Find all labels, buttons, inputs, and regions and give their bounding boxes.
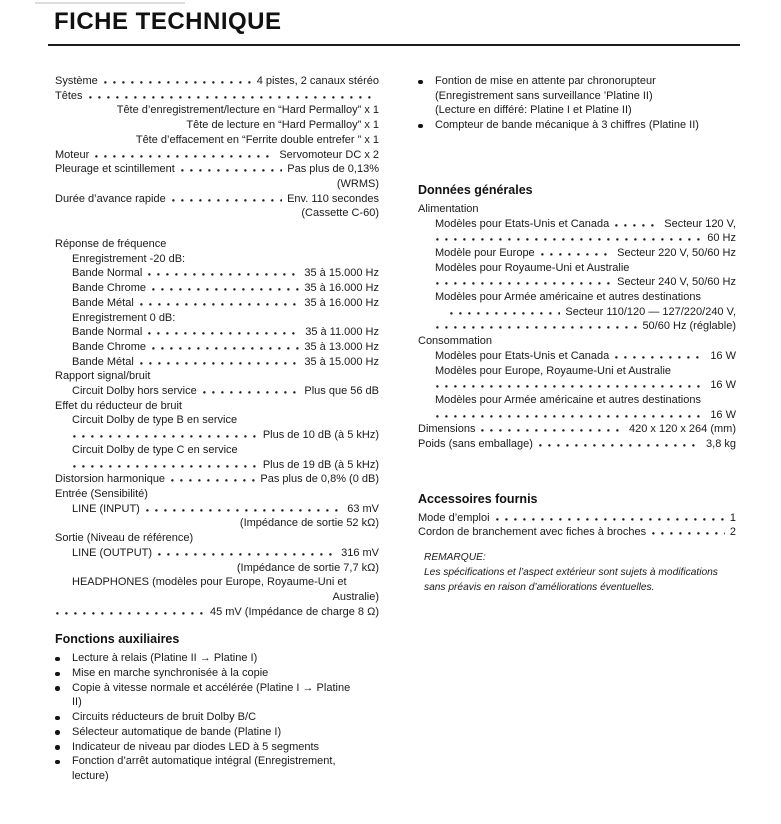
section-general — [418, 183, 736, 452]
spec-line — [55, 296, 379, 311]
spec-group-label: Enregistrement -20 dB: — [72, 252, 186, 265]
bullet-text: Mise en marche synchronisée à la copie — [72, 667, 269, 680]
bullet-icon — [55, 745, 60, 750]
dot-leader — [148, 273, 299, 276]
dot-leader — [152, 347, 299, 350]
dot-leader — [539, 444, 701, 447]
bullet-icon — [55, 760, 60, 765]
value-continuation-line: Tête d’enregistrement/lecture en “Hard Permalloy” x 1 — [116, 104, 379, 117]
spec-line — [55, 74, 379, 89]
value-continuation-line: (Impédance de sortie 7,7 kΩ) — [236, 561, 379, 574]
spec-value: 35 à 15.000 Hz — [304, 355, 379, 368]
bullet-cell — [55, 755, 72, 765]
spec-value: 16 W — [710, 349, 736, 362]
spec-line — [55, 472, 379, 487]
section-specs-main — [55, 74, 379, 221]
spec-label: Bande Métal — [72, 355, 134, 368]
spec-line — [55, 89, 379, 104]
dot-leader — [436, 385, 705, 388]
spec-line — [55, 325, 379, 340]
spec-value: 3,8 kg — [706, 438, 736, 451]
spec-group-label: Rapport signal/bruit — [55, 370, 151, 383]
dot-leader — [140, 303, 300, 306]
spec-line — [418, 511, 736, 526]
section-heading: Fonctions auxiliaires — [55, 632, 180, 647]
left-column — [55, 74, 379, 784]
bullet-text: Sélecteur automatique de bande (Platine I) — [72, 725, 282, 738]
remark-line: Les spécifications et l’aspect extérieur sont sujets à modifications — [424, 566, 718, 578]
spec-label: Modèles pour Etats-Unis et Canada — [435, 217, 610, 230]
dot-leader — [436, 282, 612, 285]
spec-value: 1 — [729, 511, 736, 524]
dot-leader — [172, 199, 282, 202]
bullet-cell — [55, 667, 72, 677]
bullet-cell — [55, 725, 72, 735]
spec-value: 35 à 13.000 Hz — [304, 340, 379, 353]
value-continuation-line: (WRMS) — [336, 177, 379, 190]
bullet-cell — [55, 711, 72, 721]
spec-value-continuation-line — [418, 231, 736, 246]
spec-line — [55, 162, 379, 177]
feature-bullet-continuation: (Enregistrement sans surveillance ’Platine II) — [435, 89, 653, 102]
value-continuation-line: Tête d’effacement en “Ferrite double entrefer ” x 1 — [135, 133, 379, 146]
spec-value: 35 à 16.000 Hz — [304, 296, 379, 309]
spec-group-label: Enregistrement 0 dB: — [72, 311, 176, 324]
spec-line — [418, 217, 736, 232]
spec-label: Système — [55, 75, 98, 87]
spec-value-continuation-line — [418, 408, 736, 423]
section-frequency — [55, 237, 379, 619]
bullet-cell — [418, 75, 435, 85]
remark-line: REMARQUE: — [424, 552, 486, 564]
bullet-text: Lecture à relais (Platine II → Platine I) — [72, 652, 258, 665]
spec-group-label: Circuit Dolby de type B en service — [72, 414, 238, 427]
scan-edge-artifact — [35, 2, 185, 4]
bullet-text: Copie à vitesse normale et accélérée (Platine I → Platine — [72, 681, 351, 694]
dot-leader — [436, 415, 705, 418]
spec-value: Secteur 240 V, 50/60 Hz — [617, 276, 736, 289]
section-accessories — [418, 492, 736, 540]
value-continuation-line: Australie) — [332, 590, 379, 603]
spec-label: Pleurage et scintillement — [55, 163, 175, 176]
bullet-icon — [55, 657, 60, 662]
dot-leader — [496, 518, 725, 521]
spec-line — [418, 246, 736, 261]
spec-group-label: HEADPHONES (modèles pour Europe, Royaume-Uni et — [72, 576, 347, 589]
dot-leader — [436, 238, 702, 241]
spec-label: Circuit Dolby hors service — [72, 385, 197, 398]
spec-value: Pas plus de 0,8% (0 dB) — [260, 473, 379, 486]
spec-label: Poids (sans emballage) — [418, 438, 533, 451]
spec-group-label: Circuit Dolby de type C en service — [72, 443, 238, 456]
spec-value: Secteur 220 V, 50/60 Hz — [617, 246, 736, 259]
spec-group-label: Modèles pour Armée américaine et autres destinations — [435, 393, 701, 406]
bullet-text: Compteur de bande mécanique à 3 chiffres (Platine II) — [435, 119, 699, 132]
bullet-text: Fontion de mise en attente par chronorupteur — [435, 75, 656, 87]
dot-leader — [56, 612, 205, 615]
spec-label: Bande Chrome — [72, 282, 146, 295]
spec-value-continuation-line — [55, 458, 379, 473]
spec-label: Bande Métal — [72, 296, 134, 309]
spec-group-label: Modèles pour Royaume-Uni et Australie — [435, 261, 630, 274]
dot-leader — [73, 435, 258, 438]
spec-value: 45 mV (Impédance de charge 8 Ω) — [209, 605, 379, 618]
spec-label: LINE (OUTPUT) — [72, 546, 153, 559]
spec-label: Cordon de branchement avec fiches à broches — [418, 526, 647, 539]
spec-value: 16 W — [710, 379, 736, 392]
spec-line — [418, 422, 736, 437]
dot-leader — [615, 224, 659, 227]
spec-line — [55, 340, 379, 355]
spec-label: Modèles pour Etats-Unis et Canada — [435, 349, 610, 362]
spec-group-label: Modèles pour Europe, Royaume-Uni et Australie — [435, 364, 672, 377]
spec-label: Bande Normal — [72, 326, 143, 339]
value-continuation-line: (Impédance de sortie 52 kΩ) — [239, 517, 379, 530]
bullet-icon — [418, 80, 423, 85]
spec-value: 2 — [729, 526, 736, 539]
dot-leader — [104, 81, 252, 84]
dot-leader — [615, 356, 705, 359]
spec-line — [55, 384, 379, 399]
spec-value: Plus de 10 dB (à 5 kHz) — [262, 429, 379, 442]
section-remark — [418, 551, 736, 595]
dot-leader — [652, 532, 725, 535]
spec-value: Servomoteur DC x 2 — [279, 148, 379, 161]
spec-label: Bande Chrome — [72, 340, 146, 353]
spec-group-label: Réponse de fréquence — [55, 238, 167, 251]
spec-value-continuation-line — [418, 275, 736, 290]
dot-leader — [152, 288, 299, 291]
bullet-text: Circuits réducteurs de bruit Dolby B/C — [72, 711, 257, 724]
feature-bullet-continuation: (Lecture en différé: Platine I et Platine II) — [435, 104, 632, 117]
section-features — [418, 74, 736, 133]
dot-leader — [203, 391, 300, 394]
dot-leader — [140, 362, 300, 365]
section-aux — [55, 632, 379, 783]
spec-line — [418, 349, 736, 364]
dot-leader — [158, 553, 336, 556]
bullet-icon — [55, 716, 60, 721]
bullet-icon — [55, 686, 60, 691]
spec-group-label: Modèles pour Armée américaine et autres destinations — [435, 291, 701, 304]
spec-group-label: Effet du réducteur de bruit — [55, 399, 182, 412]
dot-leader — [541, 253, 612, 256]
spec-value-continuation-line — [55, 605, 379, 620]
feature-bullet-item — [55, 666, 379, 681]
spec-value: 50/60 Hz (réglable) — [642, 320, 736, 333]
spec-line — [55, 266, 379, 281]
spec-label: LINE (INPUT) — [72, 502, 140, 515]
title-divider-rule — [48, 44, 740, 46]
section-heading: Données générales — [418, 182, 533, 197]
spec-label: Moteur — [55, 148, 90, 161]
spec-value-continuation-line — [418, 378, 736, 393]
feature-bullet-item — [55, 740, 379, 755]
spec-label: Bande Normal — [72, 267, 143, 280]
bullet-cell — [55, 740, 72, 750]
dot-leader — [450, 312, 560, 315]
dot-leader — [146, 509, 342, 512]
feature-bullet-item — [55, 710, 379, 725]
spec-line — [418, 525, 736, 540]
spec-label: Dimensions — [418, 423, 476, 436]
spec-value: 35 à 11.000 Hz — [305, 326, 379, 339]
dot-leader — [481, 429, 624, 432]
spec-value: 316 mV — [341, 546, 379, 559]
feature-bullet-continuation: II) — [72, 696, 82, 709]
spec-value: Secteur 120 V, — [664, 217, 736, 230]
feature-bullet-item — [418, 118, 736, 133]
spec-label: Distorsion harmonique — [55, 473, 166, 486]
spec-line — [55, 148, 379, 163]
value-continuation-line: (Cassette C-60) — [301, 207, 379, 220]
bullet-text: Fonction d’arrêt automatique intégral (Enregistrement, — [72, 755, 336, 768]
bullet-text: Indicateur de niveau par diodes LED à 5 segments — [72, 740, 320, 753]
spec-group-label: Alimentation — [418, 202, 479, 215]
spec-label: Mode d’emploi — [418, 511, 490, 524]
spec-value: Plus de 19 dB (à 5 kHz) — [262, 458, 379, 471]
bullet-icon — [418, 124, 423, 129]
spec-group-label: Sortie (Niveau de référence) — [55, 532, 194, 545]
bullet-cell — [418, 119, 435, 129]
page-title: FICHE TECHNIQUE — [54, 8, 282, 35]
dot-leader — [73, 465, 258, 468]
bullet-icon — [55, 672, 60, 677]
dot-leader — [181, 169, 282, 172]
spec-line — [418, 437, 736, 452]
spec-label: Modèle pour Europe — [435, 246, 535, 259]
spec-value: 60 Hz — [707, 232, 736, 245]
spec-value-continuation-line — [418, 319, 736, 334]
spec-value: Secteur 110/120 — 127/220/240 V, — [565, 305, 736, 318]
bullet-cell — [55, 681, 72, 691]
spec-line — [55, 546, 379, 561]
spec-value-continuation-line — [418, 305, 736, 320]
spec-line — [55, 192, 379, 207]
feature-bullet-item — [55, 651, 379, 666]
spec-label: Têtes — [55, 89, 83, 102]
spec-value: 420 x 120 x 264 (mm) — [629, 423, 736, 436]
spec-line — [55, 355, 379, 370]
bullet-icon — [55, 730, 60, 735]
spec-value: 63 mV — [347, 502, 379, 515]
feature-bullet-item — [55, 725, 379, 740]
feature-bullet-continuation: lecture) — [72, 769, 109, 782]
bullet-cell — [55, 652, 72, 662]
spec-group-label: Entrée (Sensibilité) — [55, 487, 148, 500]
spec-value: 16 W — [710, 408, 736, 421]
dot-leader — [171, 479, 255, 482]
spec-value: 35 à 15.000 Hz — [304, 267, 379, 280]
spec-group-label: Consommation — [418, 335, 492, 348]
spec-value-continuation-line — [55, 428, 379, 443]
feature-bullet-item — [55, 681, 379, 696]
dot-leader — [148, 332, 300, 335]
dot-leader — [436, 326, 637, 329]
dot-leader — [95, 155, 274, 158]
feature-bullet-item — [418, 74, 736, 89]
section-heading: Accessoires fournis — [418, 491, 538, 506]
spec-value: Pas plus de 0,13% — [287, 163, 379, 176]
spec-label: Durée d’avance rapide — [55, 192, 166, 205]
spec-value: Plus que 56 dB — [304, 385, 379, 398]
spec-value: 4 pistes, 2 canaux stéréo — [256, 75, 379, 87]
spec-line — [55, 502, 379, 517]
spec-value: 35 à 16.000 Hz — [304, 282, 379, 295]
spec-value: Env. 110 secondes — [287, 192, 379, 205]
feature-bullet-item — [55, 754, 379, 769]
value-continuation-line: Tête de lecture en “Hard Permalloy” x 1 — [186, 119, 379, 132]
dot-leader — [89, 96, 374, 99]
right-column — [418, 74, 736, 595]
remark-line: sans préavis en raison d’améliorations éventuelles. — [424, 581, 655, 593]
spec-line — [55, 281, 379, 296]
